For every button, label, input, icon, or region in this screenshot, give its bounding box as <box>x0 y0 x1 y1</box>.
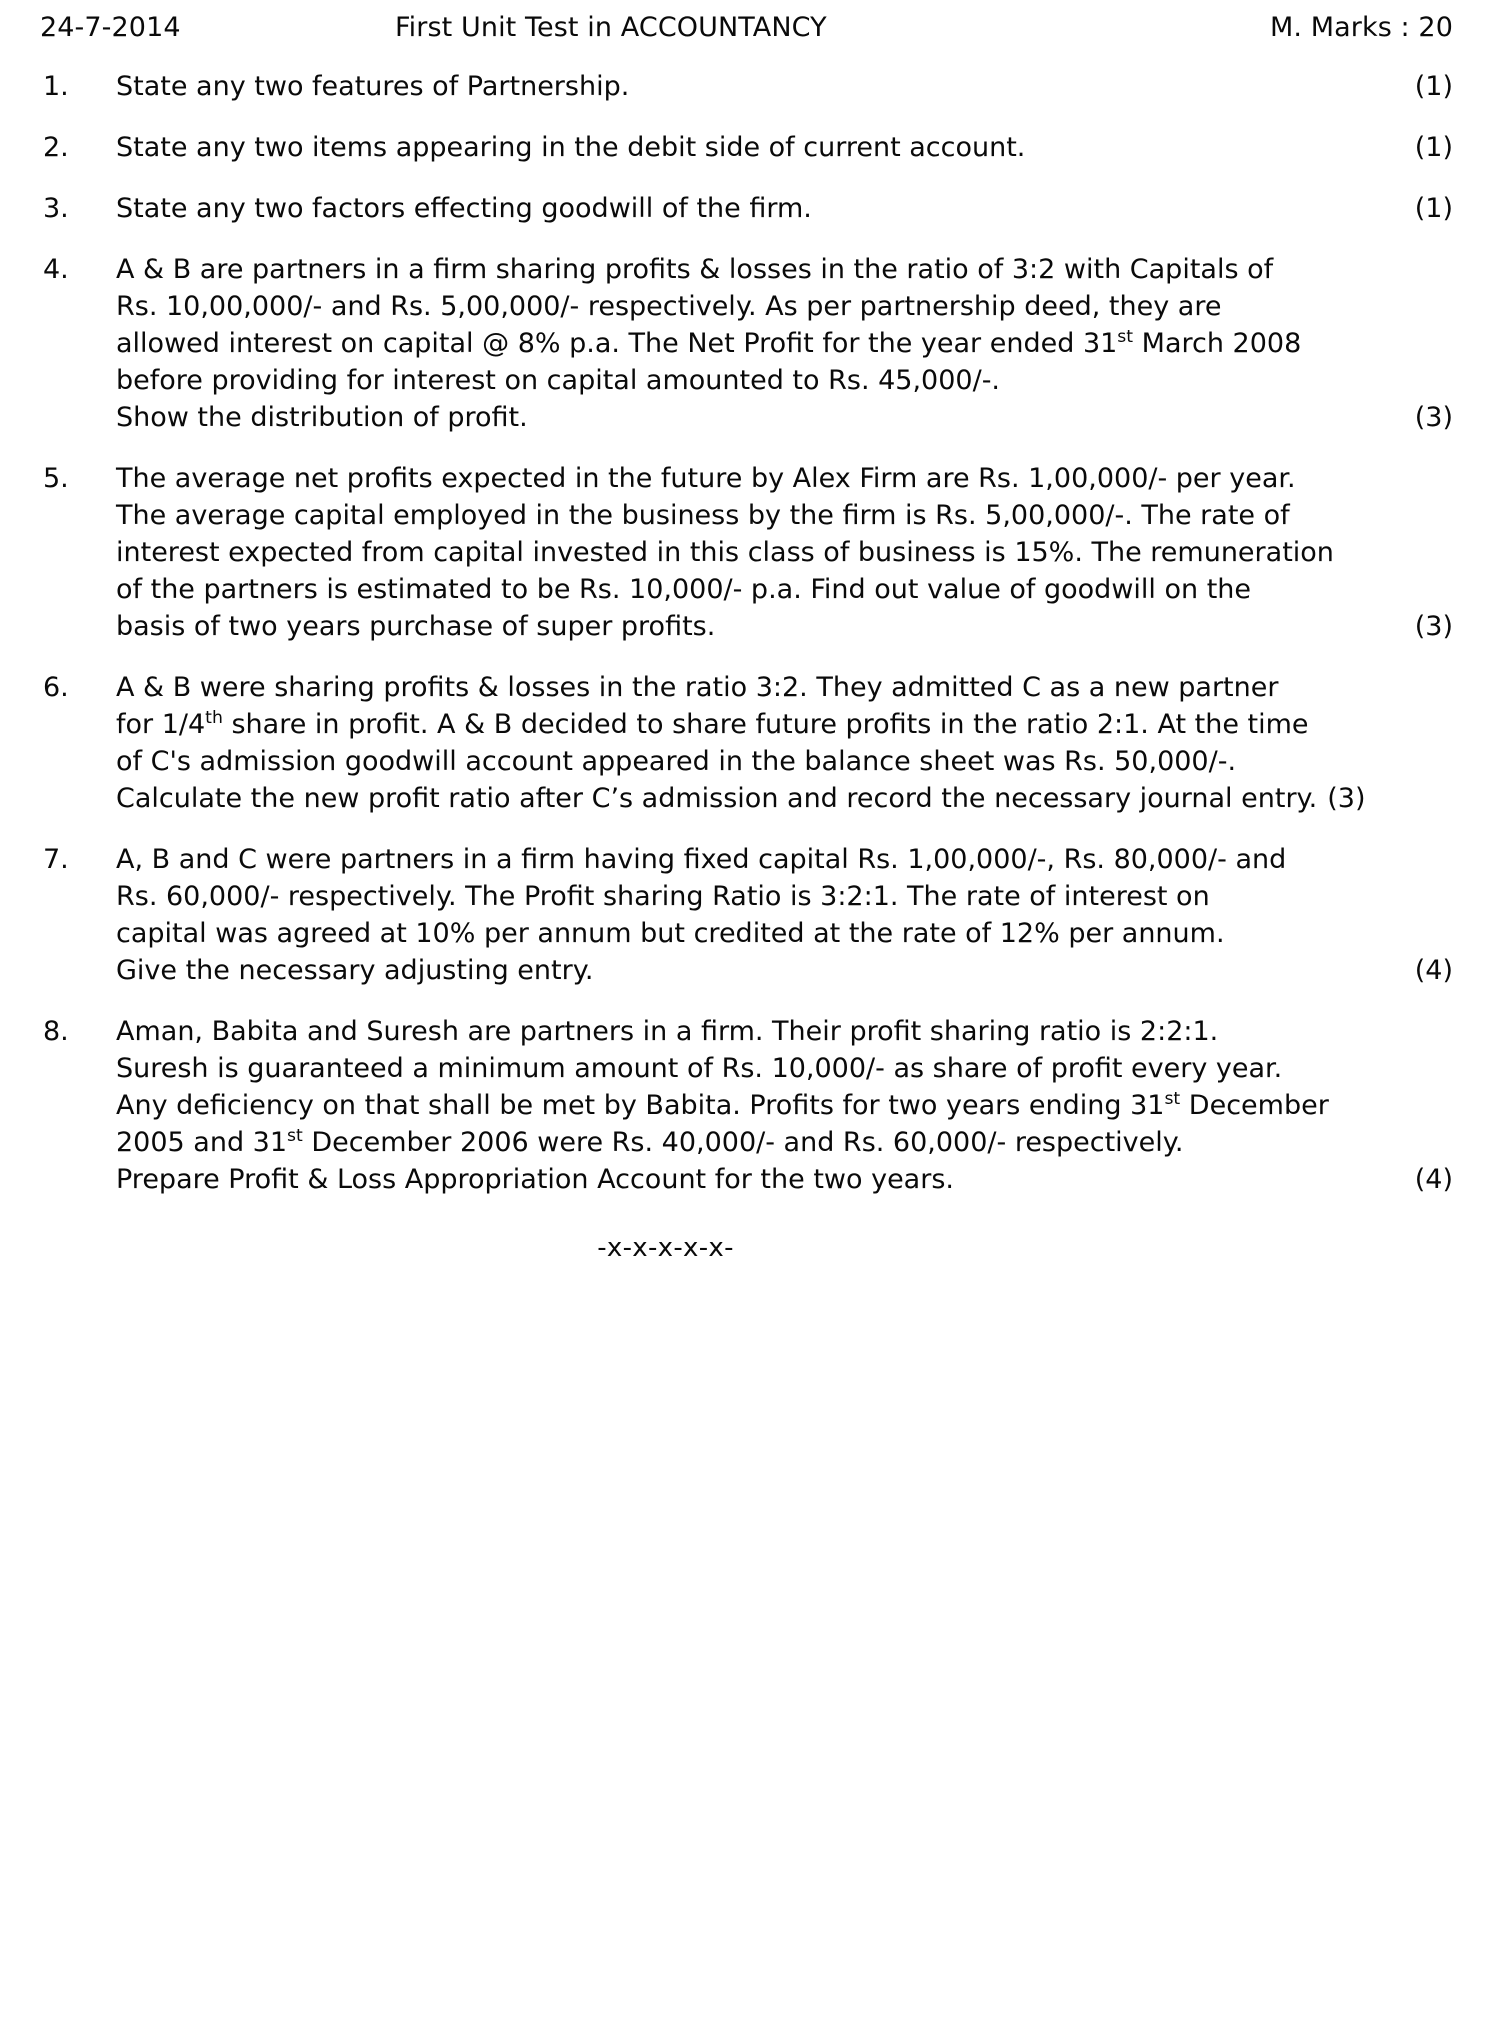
question-number: 2. <box>43 132 69 163</box>
question-marks: (1) <box>1414 71 1453 102</box>
question-line <box>116 952 1453 989</box>
question-text: of the partners is estimated to be Rs. 10,000/- p.a. Find out value of goodwill on the <box>116 574 1252 605</box>
question-number: 5. <box>43 463 69 494</box>
question-line <box>116 190 1453 227</box>
question-text: Rs. 10,00,000/- and Rs. 5,00,000/- respectively. As per partnership deed, they are <box>116 291 1222 322</box>
question-body <box>116 190 1453 227</box>
question-line <box>116 915 1453 952</box>
question-item <box>38 460 1453 645</box>
question-text: Prepare Profit & Loss Appropriation Account for the two years. <box>116 1164 954 1195</box>
question-text: State any two items appearing in the debit side of current account. <box>116 132 1026 163</box>
question-text: The average capital employed in the business by the firm is Rs. 5,00,000/-. The rate of <box>116 500 1290 531</box>
question-line <box>116 460 1453 497</box>
question-text: A & B were sharing profits & losses in the ratio 3:2. They admitted C as a new partner <box>116 672 1279 703</box>
question-line <box>116 129 1453 166</box>
question-item <box>38 129 1453 166</box>
question-text: before providing for interest on capital amounted to Rs. 45,000/-. <box>116 365 1001 396</box>
question-item <box>38 68 1453 105</box>
question-text: Any deficiency on that shall be met by Babita. Profits for two years ending 31st December <box>116 1089 1329 1121</box>
question-text: State any two factors effecting goodwill of the firm. <box>116 193 812 224</box>
question-body <box>116 460 1453 645</box>
exam-date: 24-7-2014 <box>40 12 181 43</box>
question-body <box>116 251 1453 436</box>
question-item <box>38 251 1453 436</box>
question-text: State any two features of Partnership. <box>116 71 630 102</box>
question-text: of C's admission goodwill account appeared in the balance sheet was Rs. 50,000/-. <box>116 746 1237 777</box>
question-item <box>38 1013 1453 1198</box>
maximum-marks: M. Marks : 20 <box>1269 12 1453 43</box>
question-line <box>116 706 1453 743</box>
question-item <box>38 190 1453 227</box>
question-line <box>116 780 1453 817</box>
question-text: Suresh is guaranteed a minimum amount of Rs. 10,000/- as share of profit every year. <box>116 1053 1283 1084</box>
question-line <box>116 669 1453 706</box>
question-line <box>116 362 1453 399</box>
question-line <box>116 1013 1453 1050</box>
question-text: basis of two years purchase of super profits. <box>116 611 716 642</box>
question-marks: (3) <box>1414 611 1453 642</box>
question-line <box>116 1087 1453 1124</box>
question-text: capital was agreed at 10% per annum but credited at the rate of 12% per annum. <box>116 918 1225 949</box>
question-line <box>116 841 1453 878</box>
question-list <box>38 68 1453 1198</box>
question-text: Calculate the new profit ratio after C’s admission and record the necessary journal entry. <box>116 783 1318 814</box>
question-text: Give the necessary adjusting entry. <box>116 955 594 986</box>
question-line <box>116 1124 1453 1161</box>
question-line <box>116 1050 1453 1087</box>
question-marks: (4) <box>1414 1164 1453 1195</box>
question-line <box>116 497 1453 534</box>
question-marks: (3) <box>1414 402 1453 433</box>
question-line <box>116 608 1453 645</box>
end-of-paper-marker: -x-x-x-x-x- <box>597 1233 734 1263</box>
question-text: 2005 and 31st December 2006 were Rs. 40,000/- and Rs. 60,000/- respectively. <box>116 1126 1184 1158</box>
question-number: 6. <box>43 672 69 703</box>
question-text: interest expected from capital invested in this class of business is 15%. The remuneration <box>116 537 1334 568</box>
question-line <box>116 288 1453 325</box>
question-number: 8. <box>43 1016 69 1047</box>
question-body <box>116 129 1453 166</box>
question-item <box>38 841 1453 989</box>
question-line <box>116 1161 1453 1198</box>
question-number: 3. <box>43 193 69 224</box>
question-body <box>116 68 1453 105</box>
question-body <box>116 669 1453 817</box>
question-number: 1. <box>43 71 69 102</box>
question-body <box>116 1013 1453 1198</box>
question-marks: (1) <box>1414 132 1453 163</box>
question-text: A & B are partners in a firm sharing profits & losses in the ratio of 3:2 with Capitals of <box>116 254 1274 285</box>
question-number: 7. <box>43 844 69 875</box>
question-text: for 1/4th share in profit. A & B decided to share future profits in the ratio 2:1. At the time <box>116 708 1309 740</box>
question-body <box>116 841 1453 989</box>
exam-title: First Unit Test in ACCOUNTANCY <box>395 12 827 43</box>
question-text: A, B and C were partners in a firm having fixed capital Rs. 1,00,000/-, Rs. 80,000/- and <box>116 844 1287 875</box>
question-line <box>116 325 1453 362</box>
question-text: Rs. 60,000/- respectively. The Profit sharing Ratio is 3:2:1. The rate of interest on <box>116 881 1210 912</box>
question-item <box>38 669 1453 817</box>
question-text: Show the distribution of profit. <box>116 402 528 433</box>
question-line <box>116 534 1453 571</box>
question-line <box>116 571 1453 608</box>
question-text: allowed interest on capital @ 8% p.a. The Net Profit for the year ended 31st March 2008 <box>116 327 1302 359</box>
paper-header <box>38 10 1453 46</box>
question-marks: (3) <box>1327 783 1366 814</box>
question-number: 4. <box>43 254 69 285</box>
question-text: The average net profits expected in the future by Alex Firm are Rs. 1,00,000/- per year. <box>116 463 1296 494</box>
question-line <box>116 68 1453 105</box>
question-line <box>116 251 1453 288</box>
question-line <box>116 399 1453 436</box>
question-line <box>116 743 1453 780</box>
question-line <box>116 878 1453 915</box>
question-marks: (4) <box>1414 955 1453 986</box>
question-marks: (1) <box>1414 193 1453 224</box>
question-text: Aman, Babita and Suresh are partners in a firm. Their profit sharing ratio is 2:2:1. <box>116 1016 1219 1047</box>
